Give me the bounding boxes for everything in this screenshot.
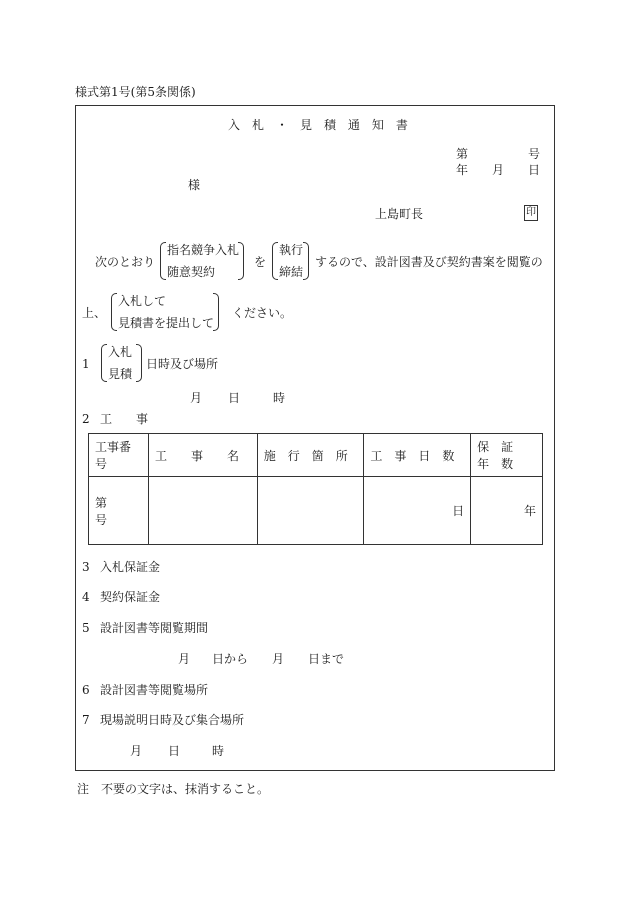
header-guarantee-years: 保 証 年 数 bbox=[471, 434, 543, 477]
option-teiketsu: 締結 bbox=[279, 265, 304, 279]
item1-opt-nyusatsu: 入札 bbox=[108, 345, 133, 359]
header-work-days: 工 事 日 数 bbox=[364, 434, 471, 477]
cell-work-days: 日 bbox=[364, 477, 471, 545]
item2-label: 工 事 bbox=[100, 412, 149, 426]
issuer-name: 上島町長 bbox=[375, 207, 424, 221]
title-char: 通 bbox=[347, 118, 360, 132]
item7-month: 月 bbox=[130, 744, 143, 758]
brace-right bbox=[213, 293, 219, 331]
title-char: 書 bbox=[395, 118, 408, 132]
option-shimei: 指名競争入札 bbox=[167, 243, 240, 257]
option-nyusatsu: 入札して bbox=[118, 294, 167, 308]
brace-left bbox=[111, 293, 117, 331]
particle-wo: を bbox=[254, 255, 267, 269]
cell-work-name bbox=[148, 477, 257, 545]
period-day-to: 日まで bbox=[308, 652, 345, 666]
item7-hour: 時 bbox=[212, 744, 225, 758]
item7-number: 7 bbox=[82, 713, 90, 727]
item1-day: 日 bbox=[228, 391, 241, 405]
item5-text: 設計図書等閲覧期間 bbox=[100, 621, 209, 635]
item1-opt-mitsumori: 見積 bbox=[108, 367, 133, 381]
title-char: 見 bbox=[299, 118, 312, 132]
header-work-number: 工事番号 bbox=[89, 434, 149, 477]
item1-month: 月 bbox=[190, 391, 203, 405]
item7-text: 現場説明日時及び集合場所 bbox=[100, 713, 245, 727]
title-char: 入 bbox=[228, 118, 241, 132]
brace-left bbox=[160, 242, 166, 280]
header-work-name: 工 事 名 bbox=[148, 434, 257, 477]
period-day-from: 日から bbox=[212, 652, 249, 666]
number-dai: 第 bbox=[456, 147, 469, 161]
brace-right bbox=[303, 242, 309, 280]
date-year: 年 bbox=[456, 163, 469, 177]
date-day: 日 bbox=[528, 163, 541, 177]
table-header-row bbox=[89, 434, 543, 477]
body-end: ください。 bbox=[232, 306, 293, 320]
item1-hour: 時 bbox=[273, 391, 286, 405]
cell-guarantee-years: 年 bbox=[471, 477, 543, 545]
item5-number: 5 bbox=[82, 621, 90, 635]
title-char: 積 bbox=[323, 118, 336, 132]
seal-mark: 印 bbox=[524, 205, 538, 221]
brace-right bbox=[238, 242, 244, 280]
body-ue: 上、 bbox=[82, 306, 107, 320]
title-char: ・ bbox=[275, 118, 288, 132]
item7-day: 日 bbox=[168, 744, 181, 758]
item1-text: 日時及び場所 bbox=[146, 357, 219, 371]
works-table bbox=[88, 433, 543, 545]
addressee-sama: 様 bbox=[188, 178, 201, 192]
option-zuii: 随意契約 bbox=[167, 265, 216, 279]
period-month-from: 月 bbox=[178, 652, 191, 666]
footnote: 注 不要の文字は、抹消すること。 bbox=[77, 782, 270, 796]
item4-text: 契約保証金 bbox=[100, 590, 161, 604]
cell-location bbox=[257, 477, 364, 545]
table-row bbox=[89, 477, 543, 545]
body-lead: 次のとおり bbox=[95, 255, 156, 269]
item6-number: 6 bbox=[82, 683, 90, 697]
item3-text: 入札保証金 bbox=[100, 560, 161, 574]
item4-number: 4 bbox=[82, 590, 90, 604]
cell-work-number: 第 号 bbox=[89, 477, 149, 545]
date-month: 月 bbox=[492, 163, 505, 177]
period-month-to: 月 bbox=[272, 652, 285, 666]
form-label: 様式第1号(第5条関係) bbox=[75, 85, 196, 99]
header-location: 施 行 箇 所 bbox=[257, 434, 364, 477]
brace-left bbox=[101, 344, 107, 382]
option-mitsumori: 見積書を提出して bbox=[118, 316, 215, 330]
item1-number: 1 bbox=[82, 357, 90, 371]
item2-number: 2 bbox=[82, 412, 90, 426]
brace-right bbox=[136, 344, 142, 382]
title-char: 知 bbox=[371, 118, 384, 132]
item3-number: 3 bbox=[82, 560, 90, 574]
item6-text: 設計図書等閲覧場所 bbox=[100, 683, 209, 697]
document-title bbox=[228, 118, 408, 132]
brace-left bbox=[272, 242, 278, 280]
number-go: 号 bbox=[528, 147, 541, 161]
body-continuation: するので、設計図書及び契約書案を閲覧の bbox=[315, 255, 543, 269]
title-char: 札 bbox=[251, 118, 264, 132]
option-shikko: 執行 bbox=[279, 243, 304, 257]
